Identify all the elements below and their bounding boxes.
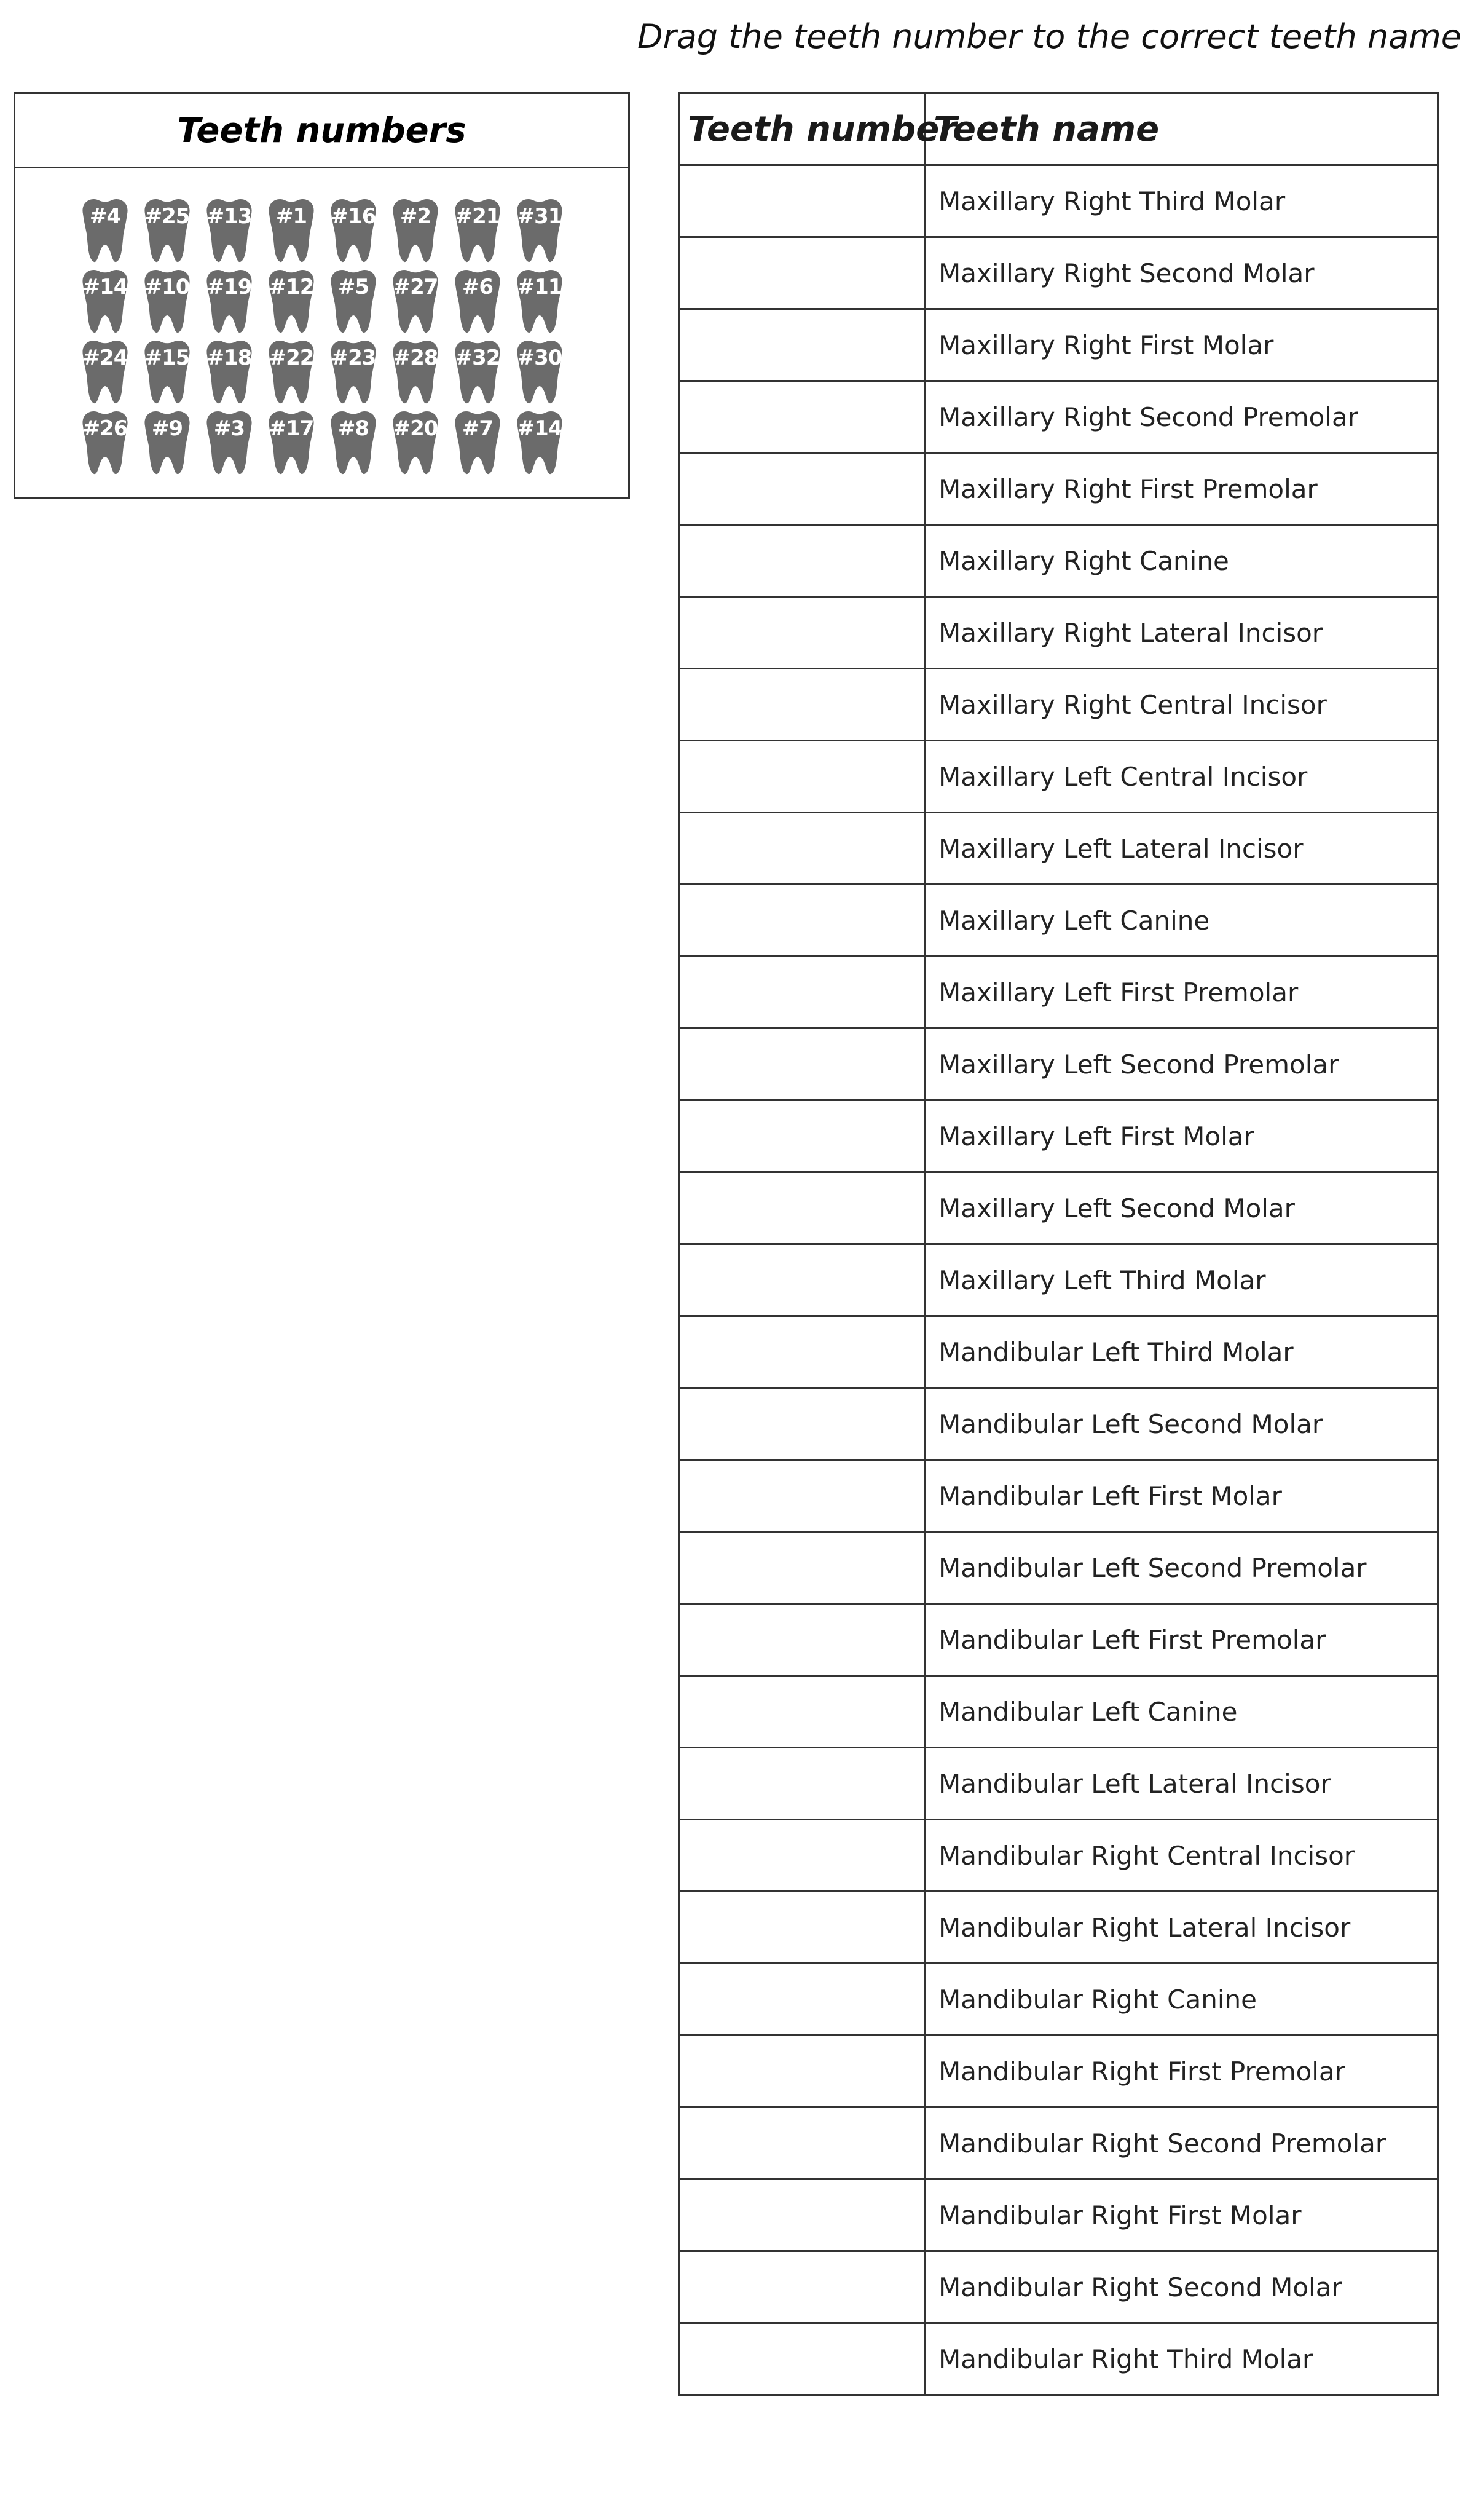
tooth-tile[interactable] (201, 337, 258, 406)
teeth-number-drop-zone[interactable] (680, 1964, 926, 2036)
tooth-tile[interactable] (139, 408, 195, 476)
table-row (680, 1676, 1438, 1748)
teeth-name-cell: Maxillary Right Third Molar (926, 165, 1438, 237)
tooth-number-label: #12 (269, 275, 314, 299)
teeth-number-drop-zone[interactable] (680, 1532, 926, 1604)
teeth-number-drop-zone[interactable] (680, 597, 926, 669)
tooth-tile[interactable] (511, 266, 568, 335)
tooth-number-label: #24 (82, 346, 128, 370)
table-row (680, 2107, 1438, 2179)
tooth-number-label: #8 (337, 416, 369, 441)
teeth-number-drop-zone[interactable] (680, 2251, 926, 2323)
table-row (680, 2323, 1438, 2395)
tooth-number-label: #9 (151, 416, 183, 441)
teeth-number-drop-zone[interactable] (680, 1820, 926, 1892)
table-row (680, 165, 1438, 237)
tooth-number-label: #22 (269, 346, 314, 370)
tooth-number-label: #6 (462, 275, 494, 299)
teeth-name-cell: Mandibular Right Lateral Incisor (926, 1892, 1438, 1964)
table-row (680, 1748, 1438, 1820)
teeth-number-drop-zone[interactable] (680, 1100, 926, 1172)
table-row (680, 381, 1438, 453)
tooth-tile[interactable] (387, 337, 444, 406)
tooth-number-label: #32 (455, 346, 500, 370)
teeth-number-drop-zone[interactable] (680, 525, 926, 597)
tooth-tile[interactable] (201, 266, 258, 335)
teeth-name-cell: Mandibular Left First Premolar (926, 1604, 1438, 1676)
teeth-name-cell: Maxillary Right Central Incisor (926, 669, 1438, 741)
teeth-number-drop-zone[interactable] (680, 1029, 926, 1100)
teeth-name-cell: Maxillary Right Second Premolar (926, 381, 1438, 453)
tooth-tile[interactable] (139, 196, 195, 264)
teeth-number-drop-zone[interactable] (680, 1604, 926, 1676)
teeth-number-drop-zone[interactable] (680, 1316, 926, 1388)
teeth-number-drop-zone[interactable] (680, 813, 926, 885)
table-row (680, 813, 1438, 885)
tooth-tile[interactable] (77, 408, 133, 476)
tooth-tile[interactable] (325, 196, 382, 264)
tooth-number-label: #2 (399, 204, 431, 229)
teeth-name-cell: Mandibular Left Second Premolar (926, 1532, 1438, 1604)
table-row (680, 1244, 1438, 1316)
tooth-tile[interactable] (77, 196, 133, 264)
table-row (680, 1029, 1438, 1100)
tooth-tile[interactable] (263, 408, 320, 476)
tooth-tile[interactable] (387, 408, 444, 476)
teeth-name-cell: Mandibular Left Canine (926, 1676, 1438, 1748)
tooth-tile[interactable] (387, 266, 444, 335)
teeth-number-drop-zone[interactable] (680, 309, 926, 381)
teeth-number-drop-zone[interactable] (680, 2036, 926, 2107)
teeth-number-drop-zone[interactable] (680, 885, 926, 957)
tooth-number-label: #5 (337, 275, 369, 299)
teeth-name-cell: Maxillary Right First Molar (926, 309, 1438, 381)
teeth-match-table (678, 92, 1439, 2396)
table-row (680, 1820, 1438, 1892)
tooth-tile[interactable] (263, 196, 320, 264)
tooth-number-label: #14 (517, 416, 562, 441)
teeth-number-drop-zone[interactable] (680, 669, 926, 741)
teeth-name-cell: Maxillary Left First Molar (926, 1100, 1438, 1172)
teeth-name-header: Teeth name (926, 93, 1438, 165)
tooth-number-label: #3 (213, 416, 245, 441)
tooth-tile[interactable] (511, 196, 568, 264)
tooth-tile[interactable] (263, 337, 320, 406)
tooth-tile[interactable] (511, 408, 568, 476)
table-header-row (680, 93, 1438, 165)
teeth-number-drop-zone[interactable] (680, 1892, 926, 1964)
tooth-number-label: #26 (82, 416, 128, 441)
table-row (680, 2036, 1438, 2107)
tooth-tile[interactable] (139, 337, 195, 406)
table-row (680, 1172, 1438, 1244)
tooth-number-label: #16 (331, 204, 376, 229)
table-row (680, 1532, 1438, 1604)
table-row (680, 1100, 1438, 1172)
teeth-name-cell: Maxillary Left Lateral Incisor (926, 813, 1438, 885)
teeth-name-cell: Mandibular Right First Molar (926, 2179, 1438, 2251)
tooth-number-label: #10 (144, 275, 190, 299)
teeth-name-cell: Mandibular Left Second Molar (926, 1388, 1438, 1460)
table-row (680, 2251, 1438, 2323)
tooth-number-label: #19 (206, 275, 252, 299)
tooth-number-label: #31 (517, 204, 562, 229)
teeth-name-cell: Mandibular Right Second Premolar (926, 2107, 1438, 2179)
table-row (680, 309, 1438, 381)
teeth-number-drop-zone[interactable] (680, 237, 926, 309)
tooth-number-label: #17 (269, 416, 314, 441)
tooth-tile[interactable] (449, 196, 506, 264)
table-row (680, 1460, 1438, 1532)
teeth-name-cell: Maxillary Left Canine (926, 885, 1438, 957)
tooth-tile[interactable] (449, 337, 506, 406)
teeth-number-header: Teeth number (680, 93, 926, 165)
tooth-tile[interactable] (263, 266, 320, 335)
teeth-name-cell: Mandibular Right Third Molar (926, 2323, 1438, 2395)
teeth-name-cell: Maxillary Left Second Molar (926, 1172, 1438, 1244)
tooth-number-label: #28 (393, 346, 438, 370)
teeth-number-drop-zone[interactable] (680, 741, 926, 813)
table-row (680, 885, 1438, 957)
teeth-number-drop-zone[interactable] (680, 1388, 926, 1460)
teeth-number-bank (77, 196, 593, 478)
tooth-number-label: #20 (393, 416, 438, 441)
table-row (680, 597, 1438, 669)
instruction-text: Drag the teeth number to the correct teeth name (637, 17, 1461, 56)
teeth-name-cell: Maxillary Left First Premolar (926, 957, 1438, 1029)
teeth-name-cell: Maxillary Left Third Molar (926, 1244, 1438, 1316)
tooth-number-label: #1 (275, 204, 307, 229)
table-row (680, 1604, 1438, 1676)
teeth-number-drop-zone[interactable] (680, 381, 926, 453)
teeth-number-drop-zone[interactable] (680, 2323, 926, 2395)
teeth-name-cell: Maxillary Right Lateral Incisor (926, 597, 1438, 669)
tooth-number-label: #11 (517, 275, 562, 299)
table-row (680, 741, 1438, 813)
teeth-number-drop-zone[interactable] (680, 1748, 926, 1820)
teeth-number-drop-zone[interactable] (680, 1172, 926, 1244)
tooth-tile[interactable] (449, 408, 506, 476)
teeth-number-drop-zone[interactable] (680, 1460, 926, 1532)
tooth-number-label: #21 (455, 204, 500, 229)
teeth-number-drop-zone[interactable] (680, 2179, 926, 2251)
teeth-number-drop-zone[interactable] (680, 165, 926, 237)
table-row (680, 1316, 1438, 1388)
table-row (680, 525, 1438, 597)
tooth-number-label: #30 (517, 346, 562, 370)
table-row (680, 957, 1438, 1029)
teeth-name-cell: Maxillary Right Canine (926, 525, 1438, 597)
tooth-tile[interactable] (201, 408, 258, 476)
teeth-name-cell: Mandibular Left Third Molar (926, 1316, 1438, 1388)
tooth-tile[interactable] (325, 266, 382, 335)
tooth-number-label: #27 (393, 275, 438, 299)
teeth-number-drop-zone[interactable] (680, 1244, 926, 1316)
teeth-numbers-panel (14, 92, 630, 499)
teeth-number-drop-zone[interactable] (680, 1676, 926, 1748)
tooth-tile[interactable] (511, 337, 568, 406)
table-row (680, 2179, 1438, 2251)
teeth-name-cell: Mandibular Right Canine (926, 1964, 1438, 2036)
tooth-number-label: #25 (144, 204, 190, 229)
tooth-tile[interactable] (77, 266, 133, 335)
tooth-tile[interactable] (387, 196, 444, 264)
tooth-number-label: #15 (144, 346, 190, 370)
tooth-tile[interactable] (201, 196, 258, 264)
teeth-name-cell: Maxillary Left Central Incisor (926, 741, 1438, 813)
tooth-tile[interactable] (325, 337, 382, 406)
teeth-name-cell: Mandibular Left Lateral Incisor (926, 1748, 1438, 1820)
table-row (680, 669, 1438, 741)
tooth-number-label: #18 (206, 346, 252, 370)
table-row (680, 1964, 1438, 2036)
table-row (680, 453, 1438, 525)
table-row (680, 1388, 1438, 1460)
tooth-tile[interactable] (77, 337, 133, 406)
tooth-number-label: #13 (206, 204, 252, 229)
tooth-number-label: #14 (82, 275, 128, 299)
tooth-tile[interactable] (325, 408, 382, 476)
tooth-tile[interactable] (139, 266, 195, 335)
tooth-number-label: #4 (89, 204, 121, 229)
teeth-numbers-title: Teeth numbers (15, 94, 628, 168)
tooth-number-label: #23 (331, 346, 376, 370)
teeth-number-drop-zone[interactable] (680, 453, 926, 525)
table-row (680, 237, 1438, 309)
tooth-number-label: #7 (462, 416, 494, 441)
teeth-name-cell: Maxillary Right First Premolar (926, 453, 1438, 525)
teeth-name-cell: Mandibular Right First Premolar (926, 2036, 1438, 2107)
table-row (680, 1892, 1438, 1964)
teeth-number-drop-zone[interactable] (680, 957, 926, 1029)
teeth-name-cell: Mandibular Left First Molar (926, 1460, 1438, 1532)
teeth-name-cell: Maxillary Right Second Molar (926, 237, 1438, 309)
teeth-number-drop-zone[interactable] (680, 2107, 926, 2179)
teeth-name-cell: Mandibular Right Second Molar (926, 2251, 1438, 2323)
teeth-name-cell: Maxillary Left Second Premolar (926, 1029, 1438, 1100)
teeth-name-cell: Mandibular Right Central Incisor (926, 1820, 1438, 1892)
tooth-tile[interactable] (449, 266, 506, 335)
